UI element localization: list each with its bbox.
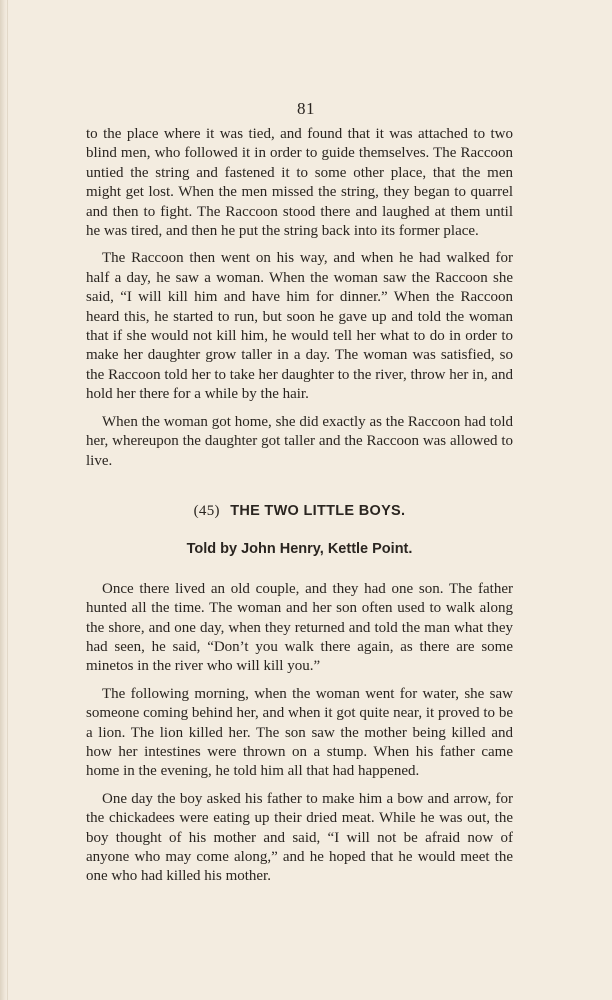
story-teller: Told by John Henry, Kettle Point. xyxy=(186,541,413,558)
story-title: THE TWO LITTLE BOYS. xyxy=(230,502,406,519)
story-number: (45) xyxy=(193,502,220,519)
paragraph: Once there lived an old couple, and they had one son. The father hunted all the time. The woman and her son often used to walk along the shore, and one day, when they returned and told the man what they had seen, he said, “Don’t you walk there again, as there are some minetos in the river who will kill you.” xyxy=(86,580,513,675)
paragraph: When the woman got home, she did exactly as the Raccoon had told her, whereupon the daughter got taller and the Raccoon was allowed to live. xyxy=(86,413,513,469)
paragraph-continued: to the place where it was tied, and found that it was attached to two blind men, who followed it in order to guide themselves. The Raccoon untied the string and fastened it to some other place, that the men might get lost. When the men missed the string, they began to quarrel and then to fight. The Raccoon stood there and laughed at them until he was tired, and then he put the string back into its former place. xyxy=(86,126,513,240)
paragraph: The Raccoon then went on his way, and when he had walked for half a day, he saw a woman. When the woman saw the Raccoon she said, “I will kill him and have him for dinner.” When the Raccoon heard this, he started to run, but soon he gave up and told the woman that if she would not kill him, he would tell her what to do in order to make her daughter grow taller in a day. The woman was satisfied, so the Raccoon told her to take her daughter to the river, throw her in, and hold her there for a while by the hair. xyxy=(86,250,513,403)
page-edge xyxy=(0,0,8,1000)
paragraph: The following morning, when the woman went for water, she saw someone coming behind her, and when it got quite near, it proved to be a lion. The lion killed her. The son saw the mother being killed and how her intestines were thrown on a stump. When his father came home in the evening, he told him all that had happened. xyxy=(86,685,513,780)
paragraph: One day the boy asked his father to make him a bow and arrow, for the chickadees were eating up their dried meat. While he was out, the boy thought of his mother and said, “I will not be afraid now of anyone who may come along,” and he hoped that he would meet the one who had killed his mother. xyxy=(86,790,513,885)
story-heading xyxy=(86,502,513,521)
page-body xyxy=(86,125,513,895)
page-number: 81 xyxy=(297,99,315,118)
